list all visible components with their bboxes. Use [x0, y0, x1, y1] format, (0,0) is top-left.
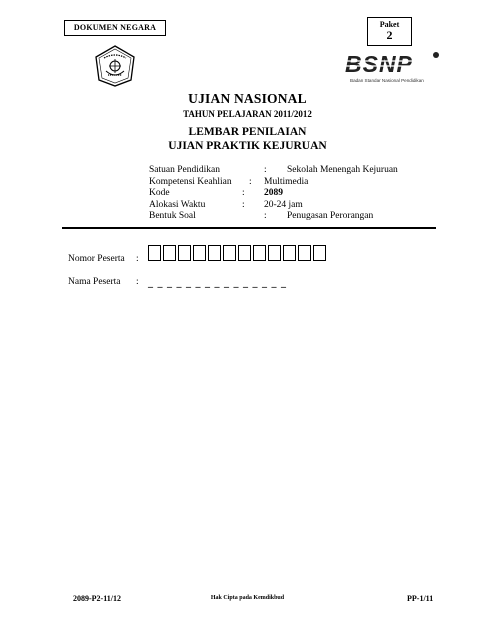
paket-number: 2 [386, 28, 393, 42]
exam-type: UJIAN PRAKTIK KEJURUAN [168, 140, 327, 152]
participant-number-digit-box[interactable] [253, 245, 266, 261]
info-value: 20-24 jam [264, 199, 303, 210]
participant-number-colon: : [136, 254, 139, 264]
bsnp-logo [344, 51, 440, 85]
participant-number-digit-box[interactable] [208, 245, 221, 261]
bsnp-logo-text: BSNP [345, 51, 413, 77]
info-label: Alokasi Waktu [149, 199, 206, 210]
section-divider [62, 227, 436, 229]
participant-number-digit-box[interactable] [148, 245, 161, 261]
info-colon: : [242, 188, 245, 198]
participant-name-colon: : [136, 277, 139, 287]
participant-number-label: Nomor Peserta [68, 254, 125, 264]
info-label: Satuan Pendidikan [149, 165, 220, 175]
copyright-notice: Hak Cipta pada Kemdikbud [210, 595, 285, 601]
participant-number-digit-box[interactable] [193, 245, 206, 261]
paket-box [367, 17, 412, 46]
document-code: 2089-P2-11/12 [73, 594, 121, 603]
info-colon: : [242, 199, 245, 210]
info-label: Kode [149, 188, 170, 198]
exam-title: UJIAN NASIONAL [188, 91, 307, 106]
participant-number-digit-box[interactable] [283, 245, 296, 261]
info-colon: : [264, 211, 267, 221]
paket-label: Paket [379, 20, 400, 29]
participant-number-digit-box[interactable] [268, 245, 281, 261]
info-value: Multimedia [264, 176, 309, 187]
participant-number-digit-box[interactable] [163, 245, 176, 261]
participant-number-digit-box[interactable] [223, 245, 236, 261]
info-value: 2089 [264, 188, 283, 198]
info-label: Bentuk Soal [149, 211, 196, 221]
participant-name-label: Nama Peserta [68, 277, 121, 287]
info-colon: : [249, 176, 252, 187]
page-number: PP-1/11 [407, 594, 434, 603]
participant-number-digit-box[interactable] [238, 245, 251, 261]
bsnp-subtitle: Badan Standar Nasional Pendidikan [350, 78, 424, 83]
classification-badge: DOKUMEN NEGARA [64, 20, 166, 36]
info-colon: : [264, 165, 267, 175]
info-value: Penugasan Perorangan [287, 211, 374, 221]
participant-name-field[interactable]: _ _ _ _ _ _ _ _ _ _ _ _ _ _ _ [148, 278, 287, 289]
participant-number-digit-box[interactable] [178, 245, 191, 261]
info-value: Sekolah Menengah Kejuruan [287, 165, 398, 175]
ministry-emblem-icon [93, 44, 137, 88]
academic-year: TAHUN PELAJARAN 2011/2012 [183, 109, 312, 119]
participant-number-digit-box[interactable] [298, 245, 311, 261]
sheet-title: LEMBAR PENILAIAN [188, 126, 307, 138]
info-label: Kompetensi Keahlian [149, 176, 232, 187]
participant-number-digit-box[interactable] [313, 245, 326, 261]
participant-number-boxes[interactable] [148, 245, 328, 261]
